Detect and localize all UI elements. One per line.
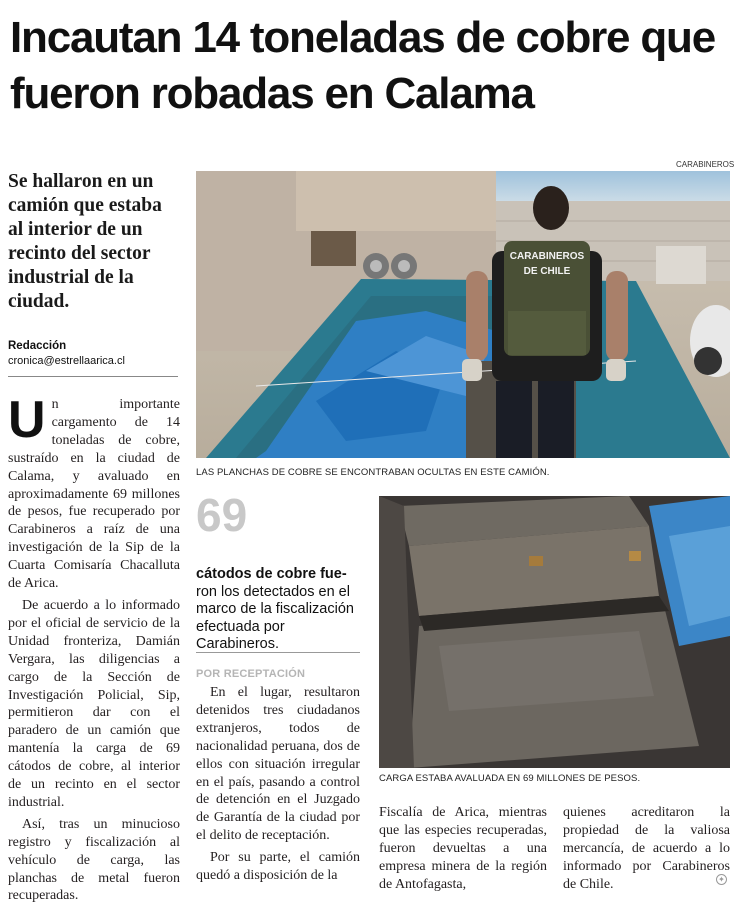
lead-summary: Se hallaron en un camión que estaba al interior de un recinto del sector industrial de la ciudad. [8,171,162,312]
photo-copper-cathodes [379,496,730,768]
photo-truck-inspection [196,171,730,458]
photo-caption-bottom: CARGA ESTABA AVALUADA EN 69 MILLONES DE PESOS. [379,773,641,784]
vest-text: DE CHILE [523,266,571,277]
body-paragraph: quienes acreditaron la propiedad de la valiosa mercancía, de acuerdo a lo informado por Carabineros de Chile. [563,805,730,892]
body-paragraph: De acuerdo a lo informado por el oficial de servicio de la Unidad fronteriza, Damián Vergara, las diligencias a cargo de la Sección de Investigación Policial, Sip, permitieron dar con el paradero de un camión que mantenía la carga de 69 cátodos de cobre, al interior de un recinto en el sector industrial. [8,597,180,810]
body-column-1 [8,391,180,905]
body-paragraph: Fiscalía de Arica, mientras que las especies recuperadas, fueron devueltas a una empresa minera de la región de Antofagasta, [379,805,547,892]
highlight-text [196,566,362,654]
body-paragraph: Por su parte, el camión quedó a disposición de la [196,850,360,884]
truck-photo-illustration [196,171,730,458]
article-end-icon: ✦ [716,874,727,885]
byline-name: Redacción [8,340,67,352]
copper-photo-illustration [379,496,730,768]
byline-email[interactable]: cronica@estrellaarica.cl [8,355,125,367]
body-column-2 [196,684,360,885]
body-column-3 [379,804,547,894]
body-paragraph [8,391,180,593]
photo-caption-top: LAS PLANCHAS DE COBRE SE ENCONTRABAN OCULTAS EN ESTE CAMIÓN. [196,467,550,478]
body-paragraph: Así, tras un minucioso registro y fiscalización al vehículo de carga, las planchas de metal fueron recuperadas. [8,816,180,904]
highlight-divider [196,652,360,653]
body-column-4 [563,804,730,894]
headline: Incautan 14 toneladas de cobre que fueron robadas en Calama [10,13,715,118]
vest-text: CARABINEROS [509,251,585,262]
highlight-rest: ron los detectados en el marco de la fiscalización efectuada por Carabineros. [196,583,354,652]
byline-divider [8,376,178,377]
highlight-number: 69 [196,489,248,541]
highlight-bold: cátodos de cobre fue- [196,566,347,582]
section-label: POR RECEPTACIÓN [196,668,306,680]
drop-cap: U [8,391,46,449]
body-paragraph: En el lugar, resultaron detenidos tres ciudadanos extranjeros, todos de nacionalidad peruana, dos de ellos con situación irregular en el país, pasando a control de detención en el Juzgado de Garantía de la ciudad por el delito de receptación. [196,685,360,844]
paragraph-text: n importante cargamento de 14 toneladas de cobre, sustraído en la ciudad de Calama, y avaluado en aproximadamente 69 millones de pesos, fue recuperado por Carabineros a raíz de una investigación de la Sip de la Cuarta Comisaría Chacalluta de Arica. [8,397,180,592]
photo-credit: CARABINEROS [676,160,735,169]
